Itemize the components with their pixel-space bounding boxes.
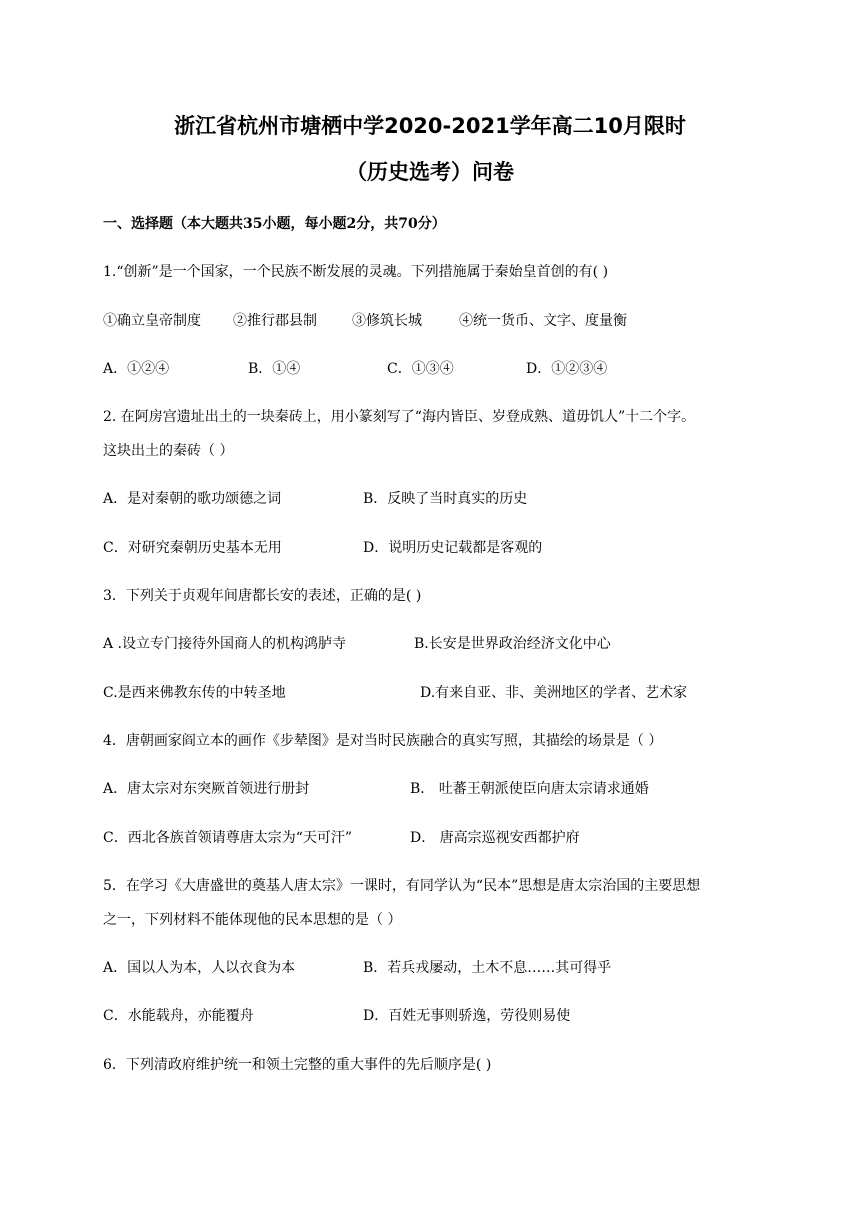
question-5-option-d: D．百姓无事则骄逸，劳役则易使 bbox=[363, 1008, 571, 1024]
question-1-option-c: C．①③④ bbox=[387, 361, 454, 377]
question-1-item-2: ②推行郡县制 bbox=[233, 313, 317, 329]
question-1-stem: 1.“创新”是一个国家，一个民族不断发展的灵魂。下列措施属于秦始皇首创的有( ) bbox=[103, 264, 609, 280]
question-1-item-3: ③修筑长城 bbox=[352, 313, 422, 329]
page-title-line-2: （历史选考）问卷 bbox=[346, 160, 514, 184]
question-1-option-b: B．①④ bbox=[248, 361, 301, 377]
question-4-option-d: D． 唐高宗巡视安西都护府 bbox=[410, 830, 580, 846]
question-1-option-d: D．①②③④ bbox=[526, 361, 608, 377]
question-5-option-c: C．水能载舟，亦能覆舟 bbox=[103, 1008, 254, 1024]
question-3-option-b: B.长安是世界政治经济文化中心 bbox=[414, 636, 611, 652]
question-2-option-d: D．说明历史记载都是客观的 bbox=[363, 540, 543, 556]
question-4-option-a: A．唐太宗对东突厥首领进行册封 bbox=[103, 781, 310, 797]
question-3-option-d: D.有来自亚、非、美洲地区的学者、艺术家 bbox=[420, 685, 688, 701]
section-heading: 一、选择题（本大题共35小题，每小题2分，共70分） bbox=[103, 216, 446, 232]
question-2-stem-line-2: 这块出土的秦砖（ ） bbox=[103, 443, 234, 459]
question-6-stem: 6．下列清政府维护统一和领土完整的重大事件的先后顺序是( ) bbox=[103, 1057, 492, 1073]
question-4-option-b: B． 吐蕃王朝派使臣向唐太宗请求通婚 bbox=[410, 781, 649, 797]
question-5-option-b: B．若兵戎屡动，土木不息……其可得乎 bbox=[363, 960, 612, 976]
question-2-option-c: C．对研究秦朝历史基本无用 bbox=[103, 540, 282, 556]
question-1-option-a: A．①②④ bbox=[103, 361, 170, 377]
question-1-item-4: ④统一货币、文字、度量衡 bbox=[459, 313, 627, 329]
page-title-line-1: 浙江省杭州市塘栖中学2020-2021学年高二10月限时 bbox=[174, 114, 686, 138]
question-3-stem: 3．下列关于贞观年间唐都长安的表述，正确的是( ) bbox=[103, 588, 422, 604]
question-2-option-a: A．是对秦朝的歌功颂德之词 bbox=[103, 491, 282, 507]
question-1-item-1: ①确立皇帝制度 bbox=[103, 313, 201, 329]
question-3-option-a: A .设立专门接待外国商人的机构鸿胪寺 bbox=[103, 636, 347, 652]
question-4-option-c: C．西北各族首领请尊唐太宗为“天可汗” bbox=[103, 830, 353, 846]
question-2-stem-line-1: 2. 在阿房宫遗址出土的一块秦砖上，用小篆刻写了“海内皆臣、岁登成熟、道毋饥人”十二个字。 bbox=[103, 409, 696, 425]
question-5-stem-line-1: 5．在学习《大唐盛世的奠基人唐太宗》一课时，有同学认为“民本”思想是唐太宗治国的主要思想 bbox=[103, 878, 701, 894]
question-2-option-b: B．反映了当时真实的历史 bbox=[363, 491, 528, 507]
question-5-stem-line-2: 之一，下列材料不能体现他的民本思想的是（ ） bbox=[103, 912, 402, 928]
question-3-option-c: C.是西来佛教东传的中转圣地 bbox=[103, 685, 286, 701]
question-5-option-a: A．国以人为本，人以衣食为本 bbox=[103, 960, 296, 976]
question-4-stem: 4．唐朝画家阎立本的画作《步辇图》是对当时民族融合的真实写照，其描绘的场景是（ ） bbox=[103, 733, 663, 749]
